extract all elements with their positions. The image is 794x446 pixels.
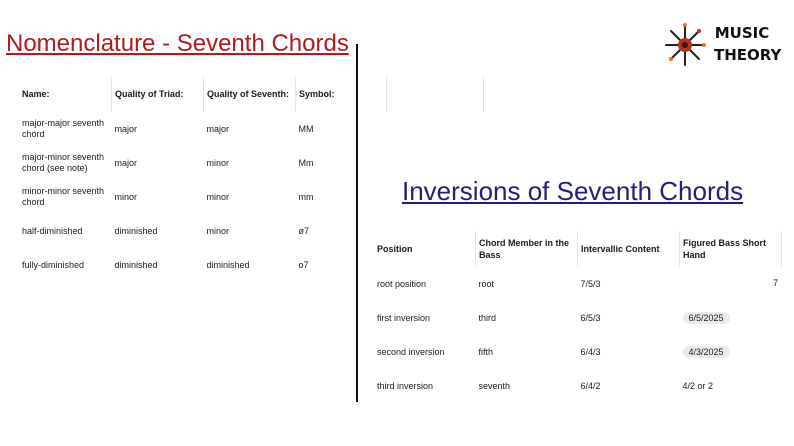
empty-header-cell xyxy=(387,76,484,112)
figured-bass-chip: 4/3/2025 xyxy=(683,346,730,358)
column-header: Position xyxy=(374,231,476,267)
music-theory-logo xyxy=(662,20,782,70)
table-cell: diminished xyxy=(114,226,158,236)
column-header: Intervallic Content xyxy=(578,231,680,267)
table-cell: first inversion xyxy=(377,313,431,323)
table-header-row xyxy=(374,231,782,267)
guitar-star-icon xyxy=(662,22,708,68)
table-cell: 4/2 or 2 xyxy=(682,381,714,391)
table-cell: minor xyxy=(206,192,230,202)
table-row xyxy=(374,301,782,335)
table-cell: major xyxy=(114,124,138,134)
table-cell: 6/4/2 xyxy=(580,381,601,391)
column-header: Chord Member in the Bass xyxy=(476,231,578,267)
table-cell xyxy=(680,301,782,335)
column-header: Symbol: xyxy=(296,76,387,112)
column-header: Quality of Triad: xyxy=(112,76,204,112)
figured-bass-chip: 6/5/2025 xyxy=(683,312,730,324)
table-cell: root position xyxy=(377,279,427,289)
column-header: Name: xyxy=(19,76,112,112)
table-cell: minor xyxy=(114,192,138,202)
table-row xyxy=(19,146,484,180)
table-cell: seventh xyxy=(478,381,511,391)
inversions-table xyxy=(374,231,782,403)
table-cell: 6/4/3 xyxy=(580,347,601,357)
logo-text-theory: THEORY xyxy=(714,46,782,64)
table-cell: 7/5/3 xyxy=(580,279,601,289)
table-cell: diminished xyxy=(206,260,250,270)
table-cell: ø7 xyxy=(298,226,310,236)
table-cell: MM xyxy=(298,124,314,134)
table-cell: diminished xyxy=(114,260,158,270)
table-cell: o7 xyxy=(298,260,309,270)
table-row xyxy=(374,369,782,403)
table-cell: major-minor seventh chord (see note) xyxy=(22,152,105,173)
logo-text-music: MUSIC xyxy=(714,24,770,42)
table-cell: mm xyxy=(298,192,314,202)
table-cell xyxy=(680,267,782,301)
overflow-cell-text: 7 xyxy=(773,278,779,288)
table-cell: major xyxy=(206,124,230,134)
table-row xyxy=(19,112,484,146)
table-cell: major xyxy=(114,158,138,168)
table-row xyxy=(374,335,782,369)
table-cell: half-diminished xyxy=(22,225,83,236)
table-cell: major-major seventh chord xyxy=(22,118,105,139)
table-cell: root xyxy=(478,279,495,289)
table-row xyxy=(374,267,782,301)
inversions-title: Inversions of Seventh Chords xyxy=(402,176,744,206)
table-cell: 6/5/3 xyxy=(580,313,601,323)
table-cell: fifth xyxy=(478,347,494,357)
column-header: Quality of Seventh: xyxy=(204,76,296,112)
table-cell: second inversion xyxy=(377,347,445,357)
table-cell: third xyxy=(478,313,497,323)
table-header-row xyxy=(19,76,484,112)
column-header: Figured Bass Short Hand xyxy=(680,231,782,267)
table-cell: Mm xyxy=(298,158,314,168)
table-cell: minor xyxy=(206,158,230,168)
table-cell: minor-minor seventh chord xyxy=(22,186,105,207)
table-cell: minor xyxy=(206,226,230,236)
table-cell xyxy=(680,335,782,369)
nomenclature-title: Nomenclature - Seventh Chords xyxy=(6,30,349,57)
table-cell: fully-diminished xyxy=(22,259,85,270)
table-cell: third inversion xyxy=(377,381,434,391)
